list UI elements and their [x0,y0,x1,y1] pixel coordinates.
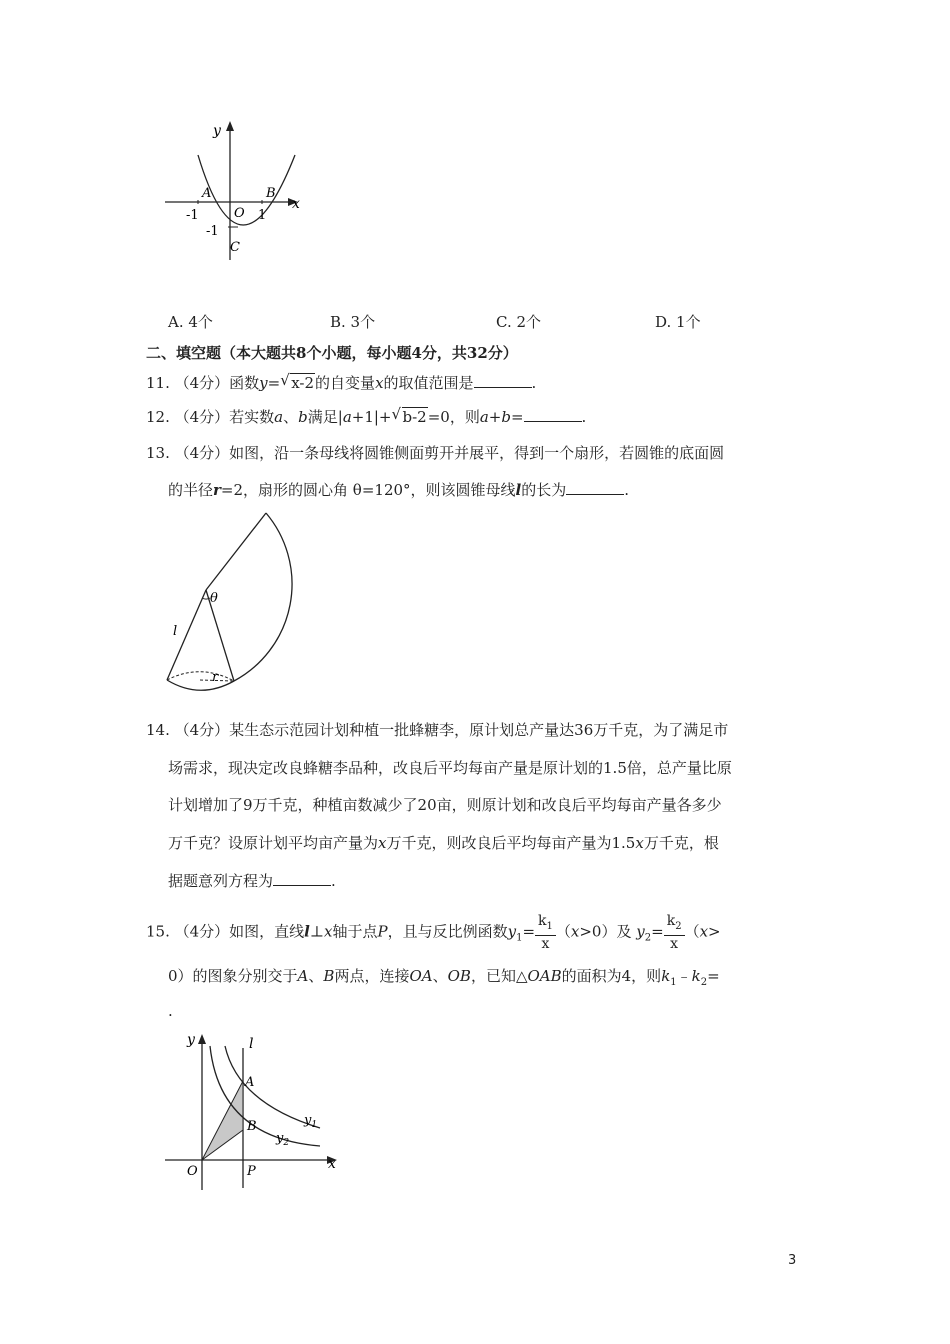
graph1-pos1x: 1 [258,208,267,223]
question-14-line5: 据题意列方程为 . [168,872,336,890]
option-d: D. 1个 [655,313,701,331]
section2-title: 二、填空题（本大题共8个小题，每小题4分，共32分） [146,344,518,362]
graph1-neg1x: -1 [186,208,199,223]
question-11: 11. （4分）函数y= √ x-2的自变量x的取值范围是 . [146,371,537,392]
question-14-line2: 场需求，现决定改良蜂糖李品种，改良后平均每亩产量是原计划的1.5倍，总产量比原 [168,759,732,777]
graph3-A-label: A [245,1075,255,1090]
graph1-neg1y: -1 [206,224,219,239]
question-12: 12. （4分）若实数a、b满足|a+1|+ √ b-2=0，则a+b= . [146,405,587,426]
graph3-B-label: B [247,1119,257,1134]
question-15-line1: 15. （4分）如图，直线l⊥x轴于点P，且与反比例函数$y_1=$ $\frac{k_1}{x}$ （x>0）及 $y_2=$ $\frac{k_2}{x}$ （x> [146,913,721,952]
graph1-y-label: y [213,123,221,139]
graph3-x-label: x [328,1156,336,1172]
graph1-x-label: x [292,196,300,212]
question-13-line1: 13. （4分）如图，沿一条母线将圆锥侧面剪开并展平，得到一个扇形，若圆锥的底面圆 [146,444,725,462]
question-14-line3: 计划增加了9万千克，种植亩数减少了20亩，则原计划和改良后平均每亩产量各多少 [168,796,722,814]
question-14-line4: 万千克？设原计划平均亩产量为x万千克，则改良后平均每亩产量为1.5x万千克，根 [168,834,719,852]
inverse-proportion-graph [160,1028,350,1198]
graph3-P-label: P [247,1164,256,1179]
question-15-line3: . [168,1002,173,1020]
parabola-graph [160,115,310,265]
graph1-A-label: A [202,186,212,201]
question-13-line2: 的半径r=2，扇形的圆心角 θ=120°，则该圆锥母线l的长为 . [168,481,630,499]
graph3-O-label: O [187,1164,198,1179]
radius-r-label: r [212,670,219,685]
answer-blank-11[interactable] [474,373,532,388]
answer-blank-12[interactable] [524,407,582,422]
graph1-B-label: B [266,186,276,201]
graph3-l-label: l [249,1036,254,1052]
option-c: C. 2个 [496,313,542,331]
graph1-C-label: C [230,240,240,255]
question-14-line1: 14. （4分）某生态示范园计划种植一批蜂糖李，原计划总产量达36万千克，为了满足市 [146,721,729,739]
answer-blank-13[interactable] [566,480,624,495]
question-15-line2: 0）的图象分别交于A、B两点，连接OA、OB，已知△OAB的面积为4，则$k_1﹣k_2=$ [168,967,720,988]
cone-sector-diagram [160,505,320,700]
theta-label: θ [210,591,218,606]
graph1-O-label: O [234,206,245,221]
graph3-y1-label: $y_1$ [304,1113,318,1130]
graph3-y-label: y [187,1032,195,1048]
option-b: B. 3个 [330,313,376,331]
answer-blank-14[interactable] [273,871,331,886]
slant-l-label: l [173,624,178,639]
page-number: 3 [788,1253,797,1268]
graph3-y2-label: $y_2$ [276,1131,290,1148]
option-a: A. 4个 [168,313,213,331]
